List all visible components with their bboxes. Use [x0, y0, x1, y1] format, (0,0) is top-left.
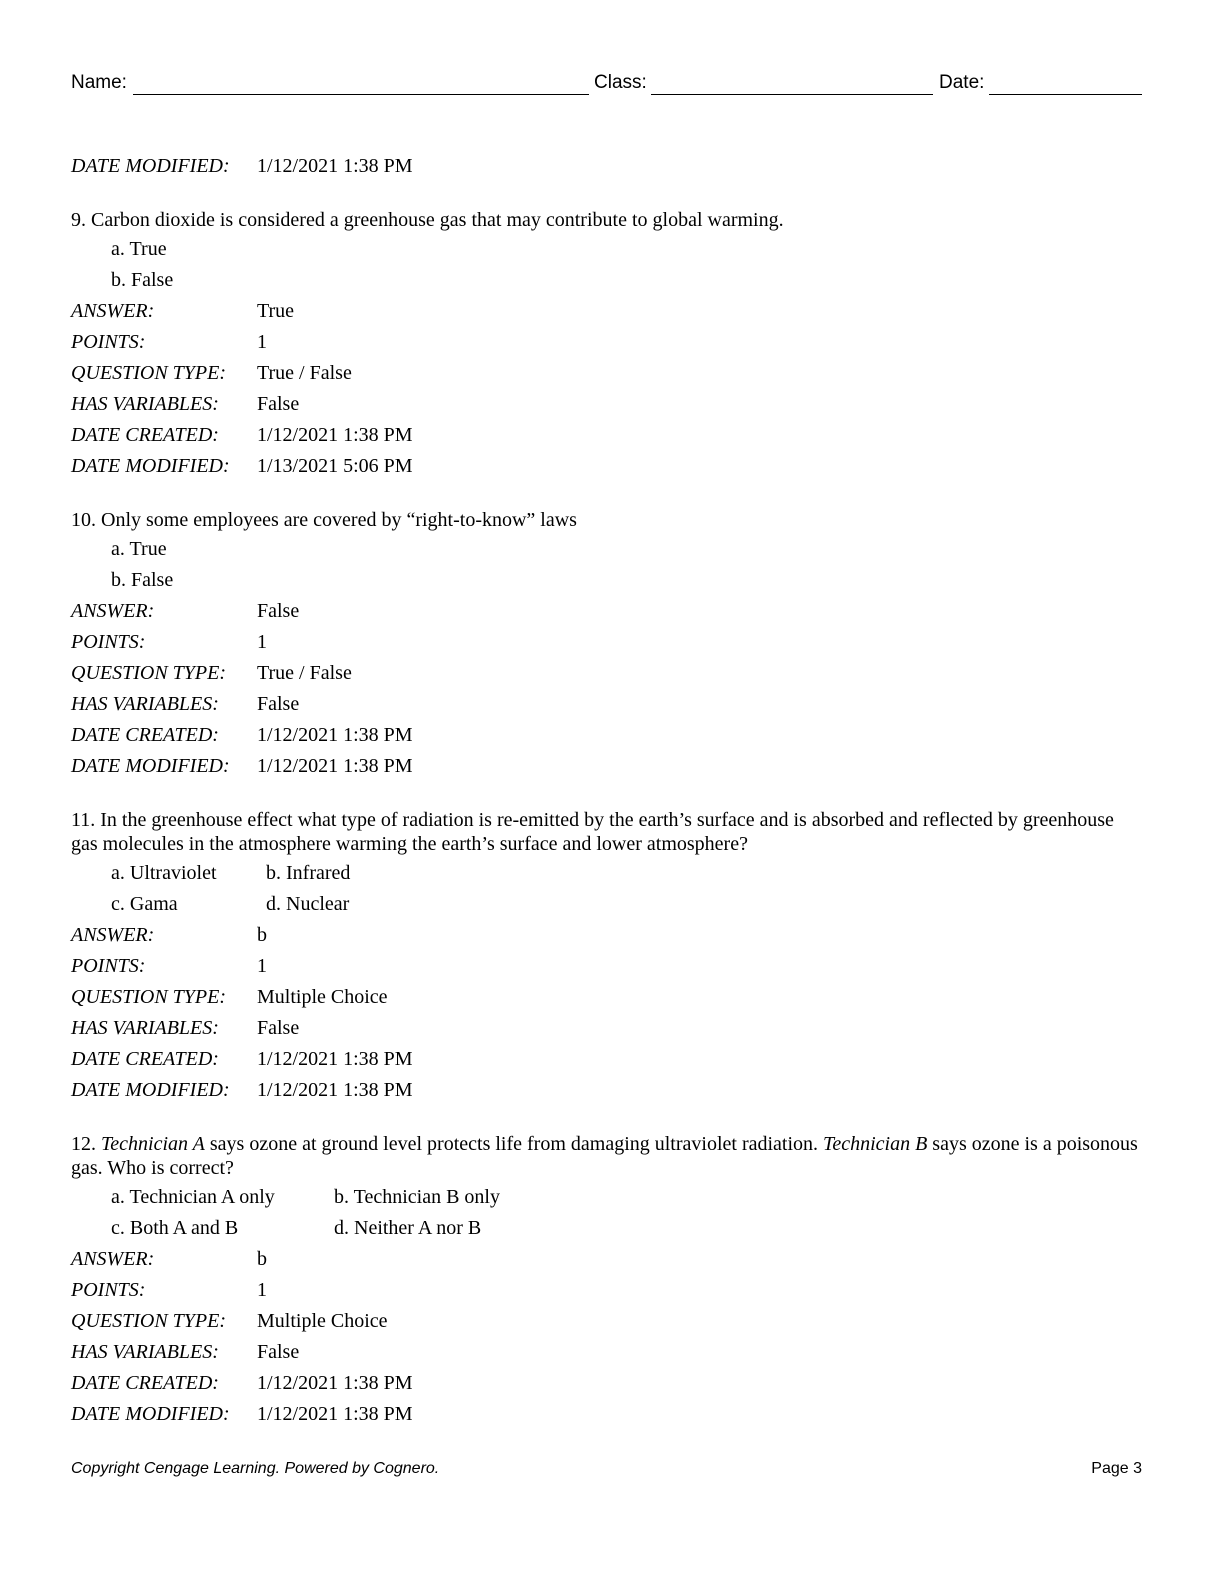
option-row — [71, 1184, 1142, 1215]
option-d: d. Neither A nor B — [334, 1217, 482, 1239]
question-12 — [71, 1132, 1142, 1432]
technician-b-name: Technician B — [823, 1133, 928, 1155]
question-text-part: says ozone at ground level protects life from damaging ultraviolet radiation. — [204, 1133, 824, 1155]
meta-key: POINTS: — [71, 631, 146, 653]
meta-key: ANSWER: — [71, 600, 155, 622]
meta-row — [71, 984, 1142, 1015]
meta-key: DATE CREATED: — [71, 424, 219, 446]
meta-row — [71, 1370, 1142, 1401]
meta-value: 1 — [257, 955, 267, 977]
meta-row — [71, 453, 1142, 484]
meta-key: DATE MODIFIED: — [71, 755, 230, 777]
question-text: 11. In the greenhouse effect what type of radiation is re-emitted by the earth’s surface and is absorbed and reflected by greenhouse gas molecules in the atmosphere warming the earth’s surface and lower atmosphere? — [71, 809, 1114, 855]
meta-key: POINTS: — [71, 955, 146, 977]
meta-row — [71, 922, 1142, 953]
meta-value: 1/12/2021 1:38 PM — [257, 1372, 413, 1394]
option-b: b. False — [111, 569, 174, 591]
option-row — [71, 891, 1142, 922]
meta-row — [71, 1046, 1142, 1077]
option-a: a. True — [111, 238, 167, 260]
date-label: Date: — [939, 72, 985, 93]
meta-value: True — [257, 300, 295, 322]
meta-row — [71, 360, 1142, 391]
meta-row — [71, 1246, 1142, 1277]
meta-row — [71, 329, 1142, 360]
meta-key: HAS VARIABLES: — [71, 393, 219, 415]
meta-value: 1/13/2021 5:06 PM — [257, 455, 413, 477]
date-line — [989, 94, 1142, 95]
option-row — [71, 236, 1142, 267]
meta-value: 1/12/2021 1:38 PM — [257, 755, 413, 777]
meta-row — [71, 629, 1142, 660]
meta-value: b — [257, 924, 267, 946]
meta-row — [71, 1339, 1142, 1370]
meta-row — [71, 298, 1142, 329]
option-row — [71, 267, 1142, 298]
meta-value: True / False — [257, 662, 352, 684]
meta-row — [71, 1277, 1142, 1308]
meta-key: DATE MODIFIED: — [71, 455, 230, 477]
meta-value: 1 — [257, 631, 267, 653]
meta-key: ANSWER: — [71, 1248, 155, 1270]
meta-key: ANSWER: — [71, 924, 155, 946]
meta-key: DATE CREATED: — [71, 724, 219, 746]
meta-key: QUESTION TYPE: — [71, 986, 227, 1008]
option-row — [71, 860, 1142, 891]
meta-row — [71, 391, 1142, 422]
meta-key: QUESTION TYPE: — [71, 362, 227, 384]
question-text: 9. Carbon dioxide is considered a greenhouse gas that may contribute to global warming. — [71, 209, 784, 231]
question-10 — [71, 508, 1142, 784]
meta-key: DATE MODIFIED: — [71, 1079, 230, 1101]
option-row — [71, 536, 1142, 567]
meta-value: 1/12/2021 1:38 PM — [257, 1403, 413, 1425]
meta-key: QUESTION TYPE: — [71, 662, 227, 684]
meta-value: 1/12/2021 1:38 PM — [257, 1079, 413, 1101]
meta-value: 1/12/2021 1:38 PM — [257, 155, 413, 177]
copyright-text: Copyright Cengage Learning. Powered by Cognero. — [71, 1460, 440, 1477]
option-a: a. True — [111, 538, 167, 560]
meta-row — [71, 1077, 1142, 1108]
meta-value: True / False — [257, 362, 352, 384]
meta-value: False — [257, 600, 300, 622]
meta-value: False — [257, 693, 300, 715]
meta-value: 1 — [257, 331, 267, 353]
question-9 — [71, 208, 1142, 484]
question-text: 10. Only some employees are covered by “right-to-know” laws — [71, 509, 577, 531]
meta-value: 1 — [257, 1279, 267, 1301]
meta-key: POINTS: — [71, 331, 146, 353]
option-a: a. Ultraviolet — [111, 862, 217, 884]
meta-value: False — [257, 393, 300, 415]
meta-key: DATE MODIFIED: — [71, 1403, 230, 1425]
meta-key: HAS VARIABLES: — [71, 1017, 219, 1039]
name-line — [133, 94, 589, 95]
meta-value: Multiple Choice — [257, 1310, 388, 1332]
class-label: Class: — [594, 72, 647, 93]
technician-a-name: Technician A — [101, 1133, 205, 1155]
option-b: b. Infrared — [266, 862, 351, 884]
meta-key: DATE CREATED: — [71, 1372, 219, 1394]
meta-value: False — [257, 1341, 300, 1363]
meta-value: 1/12/2021 1:38 PM — [257, 724, 413, 746]
question-text-part: says ozone is a poisonous gas. Who is correct? — [71, 1133, 1138, 1179]
option-c: c. Gama — [111, 893, 178, 915]
meta-value: Multiple Choice — [257, 986, 388, 1008]
meta-key: DATE CREATED: — [71, 1048, 219, 1070]
meta-row — [71, 660, 1142, 691]
meta-key: DATE MODIFIED: — [71, 155, 230, 177]
option-d: d. Nuclear — [266, 893, 350, 915]
meta-row — [71, 1308, 1142, 1339]
class-line — [651, 94, 933, 95]
meta-key: HAS VARIABLES: — [71, 693, 219, 715]
meta-row — [71, 598, 1142, 629]
meta-row — [71, 753, 1142, 784]
meta-value: 1/12/2021 1:38 PM — [257, 1048, 413, 1070]
question-list — [71, 153, 1142, 1432]
meta-row — [71, 153, 1142, 184]
option-row — [71, 1215, 1142, 1246]
meta-row — [71, 1401, 1142, 1432]
page-header — [71, 72, 1142, 98]
question-number: 12. — [71, 1133, 101, 1155]
meta-key: POINTS: — [71, 1279, 146, 1301]
meta-row — [71, 1015, 1142, 1046]
meta-row — [71, 953, 1142, 984]
question-text — [71, 1132, 1142, 1180]
meta-key: HAS VARIABLES: — [71, 1341, 219, 1363]
meta-row — [71, 422, 1142, 453]
meta-value: False — [257, 1017, 300, 1039]
meta-row — [71, 691, 1142, 722]
meta-key: ANSWER: — [71, 300, 155, 322]
option-a: a. Technician A only — [111, 1186, 275, 1208]
meta-key: QUESTION TYPE: — [71, 1310, 227, 1332]
meta-value: b — [257, 1248, 267, 1270]
option-row — [71, 567, 1142, 598]
page-number: Page 3 — [1091, 1460, 1142, 1477]
option-b: b. False — [111, 269, 174, 291]
question-11 — [71, 808, 1142, 1108]
option-c: c. Both A and B — [111, 1217, 239, 1239]
meta-row — [71, 722, 1142, 753]
meta-value: 1/12/2021 1:38 PM — [257, 424, 413, 446]
name-label: Name: — [71, 72, 127, 93]
option-b: b. Technician B only — [334, 1186, 500, 1208]
